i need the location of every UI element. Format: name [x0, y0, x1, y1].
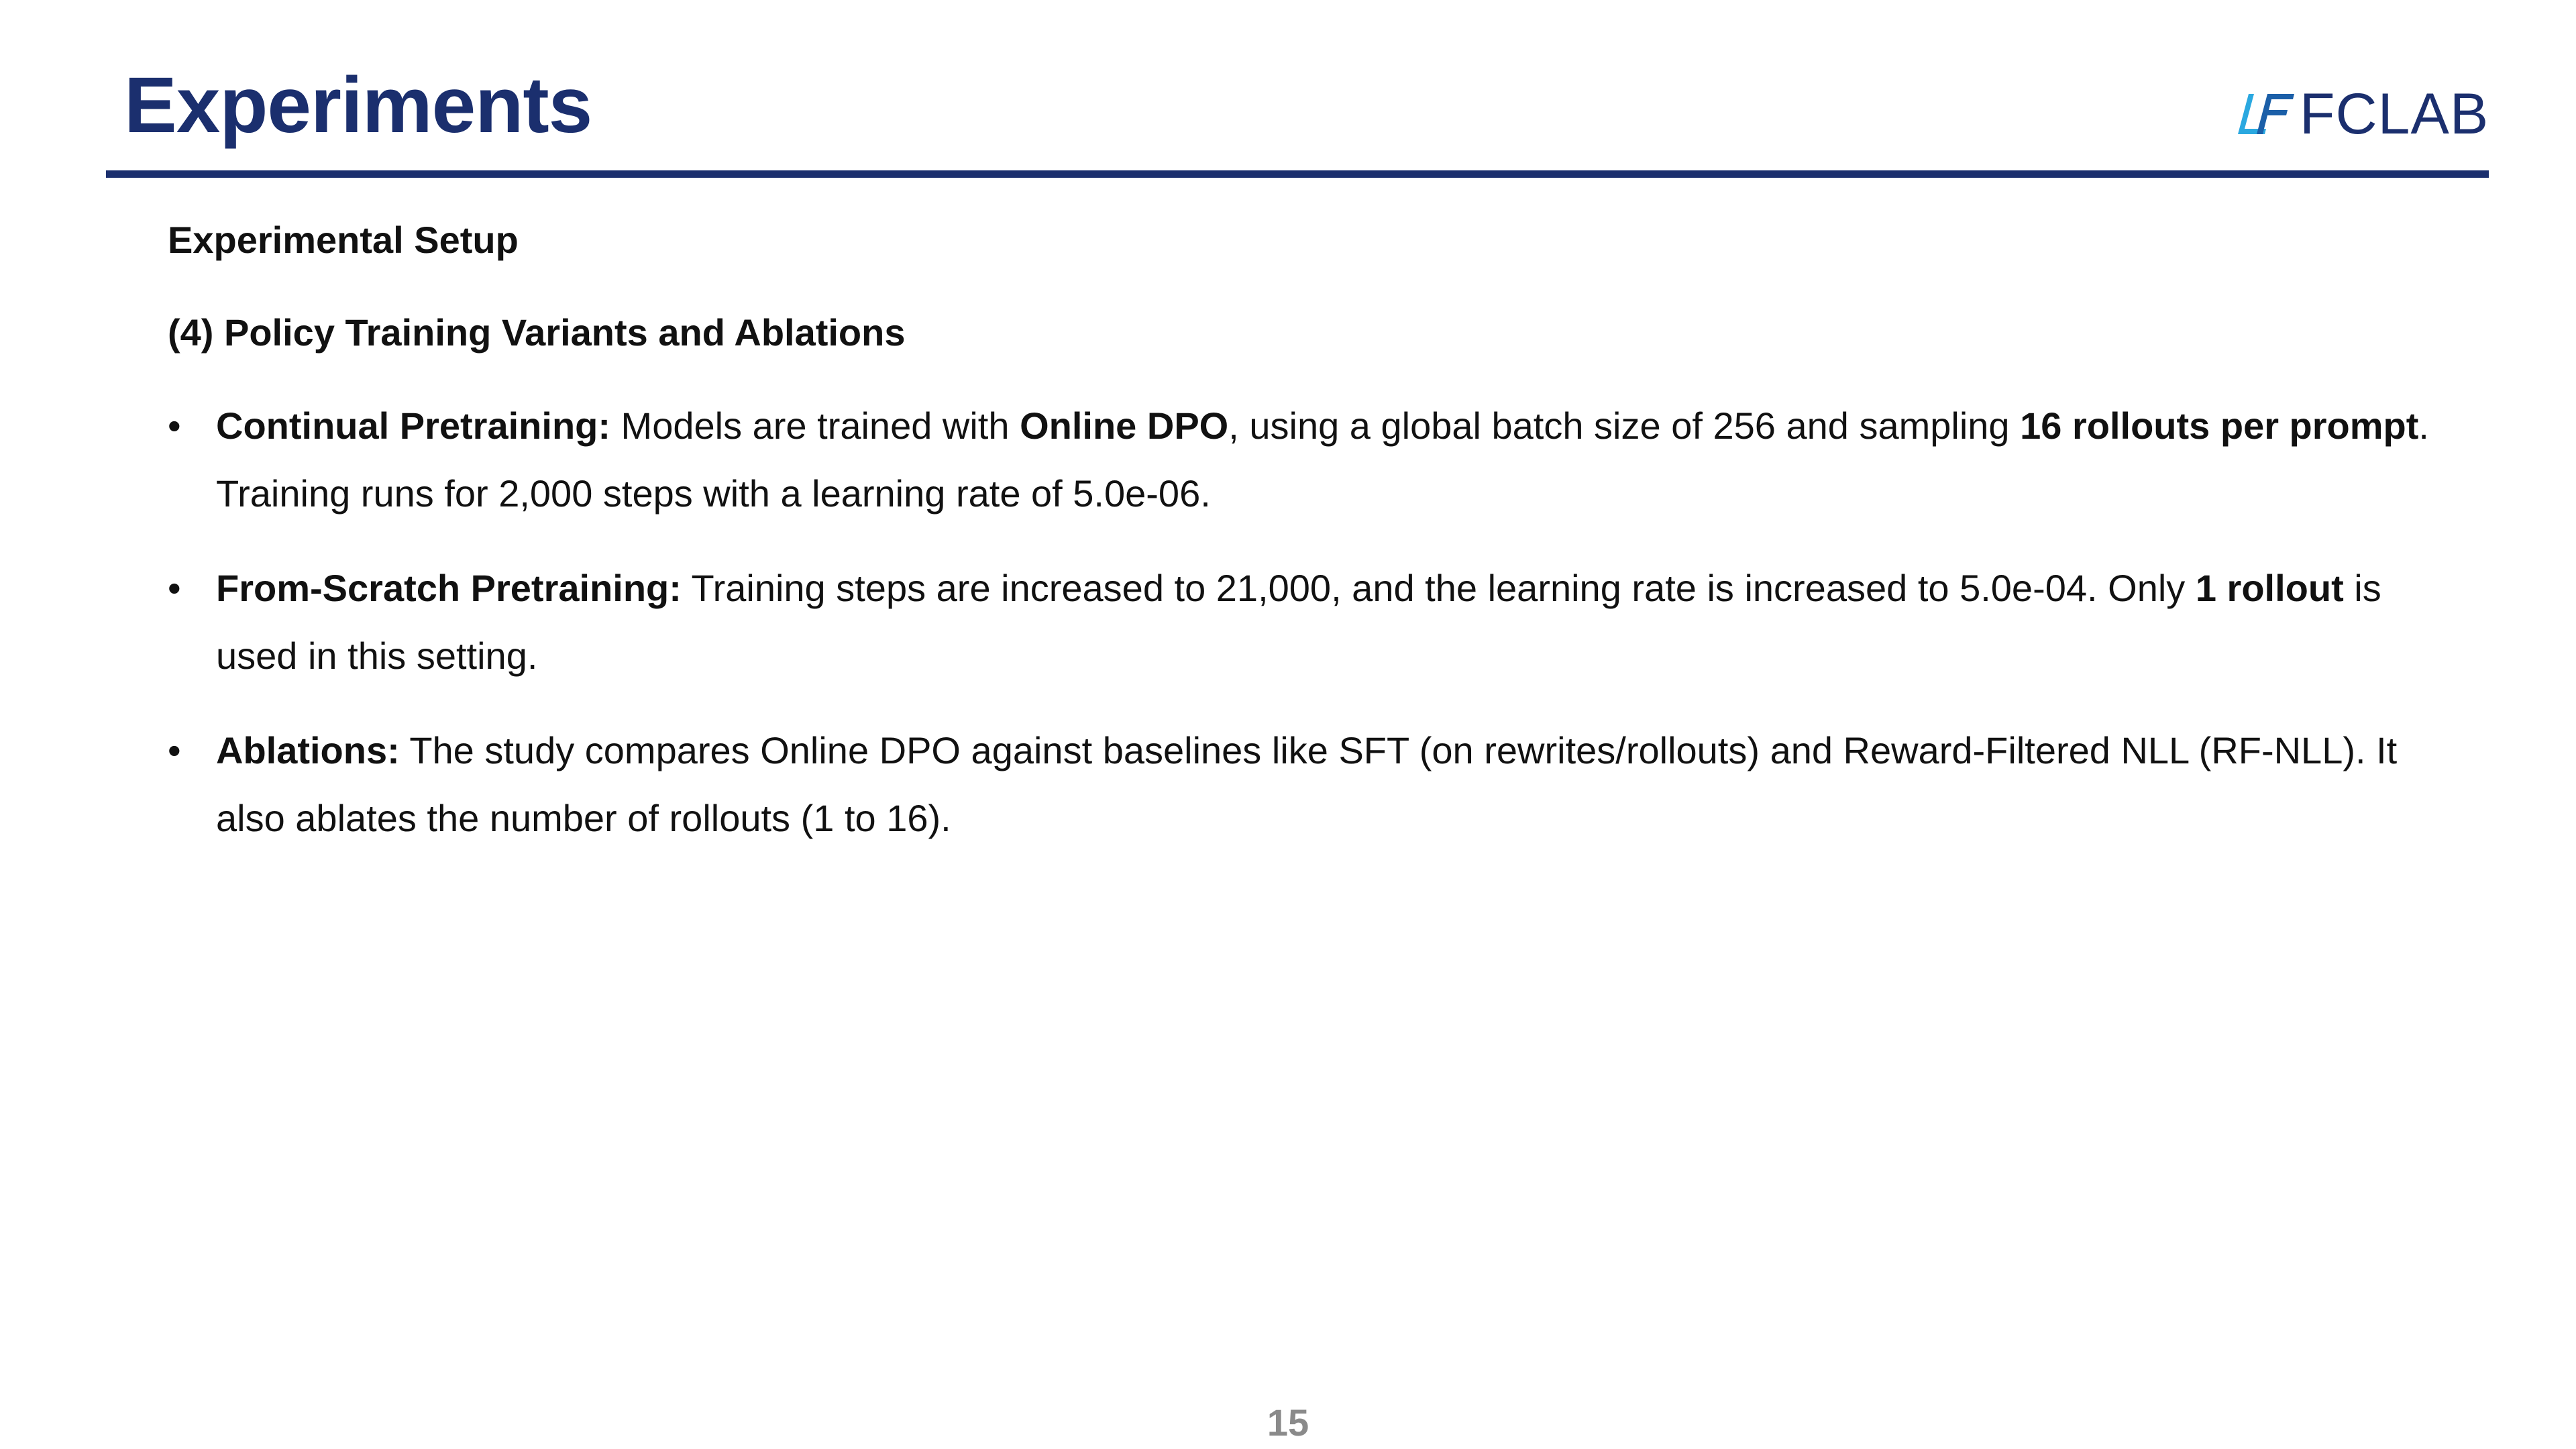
bullet-continual-pretraining — [168, 392, 2449, 527]
page-number: 15 — [1267, 1401, 1309, 1444]
fclab-logo-icon — [2234, 90, 2296, 138]
slide-content — [168, 221, 2449, 879]
bullet-text: . Training runs for 2,000 steps with a learning rate of 5.0e-06. — [216, 405, 2429, 515]
bullet-from-scratch-pretraining — [168, 554, 2449, 690]
fclab-logo — [2234, 82, 2489, 146]
bullet-text: is used in this setting. — [216, 567, 2381, 677]
section-heading: Experimental Setup — [168, 219, 519, 261]
bullet-text: Training steps are increased to 21,000, and the learning rate is increased to 5.0e-04. Only — [681, 567, 2196, 609]
bullet-glyph: • — [168, 567, 181, 609]
bullet-list — [168, 392, 2449, 852]
bullet-text: , using a global batch size of 256 and sampling — [1228, 405, 2021, 447]
bullet-ablations — [168, 716, 2449, 852]
logo-text: FCLAB — [2300, 82, 2489, 146]
bullet-glyph: • — [168, 405, 181, 447]
bullet-emphasis: 16 rollouts per prompt — [2020, 405, 2419, 447]
sub-heading: (4) Policy Training Variants and Ablations — [168, 311, 906, 354]
bullet-text: The study compares Online DPO against baselines like SFT (on rewrites/rollouts) and Reward-Filtered NLL (RF-NLL). It also ablates the number of rollouts (1 to 16). — [216, 729, 2398, 839]
title-divider — [106, 170, 2489, 178]
bullet-label: From-Scratch Pretraining: — [216, 567, 682, 609]
bullet-label: Continual Pretraining: — [216, 405, 610, 447]
bullet-label: Ablations: — [216, 729, 400, 771]
page-title: Experiments — [124, 61, 592, 150]
bullet-glyph: • — [168, 729, 181, 771]
bullet-emphasis: Online DPO — [1020, 405, 1229, 447]
bullet-emphasis: 1 rollout — [2195, 567, 2344, 609]
bullet-text: Models are trained with — [610, 405, 1020, 447]
